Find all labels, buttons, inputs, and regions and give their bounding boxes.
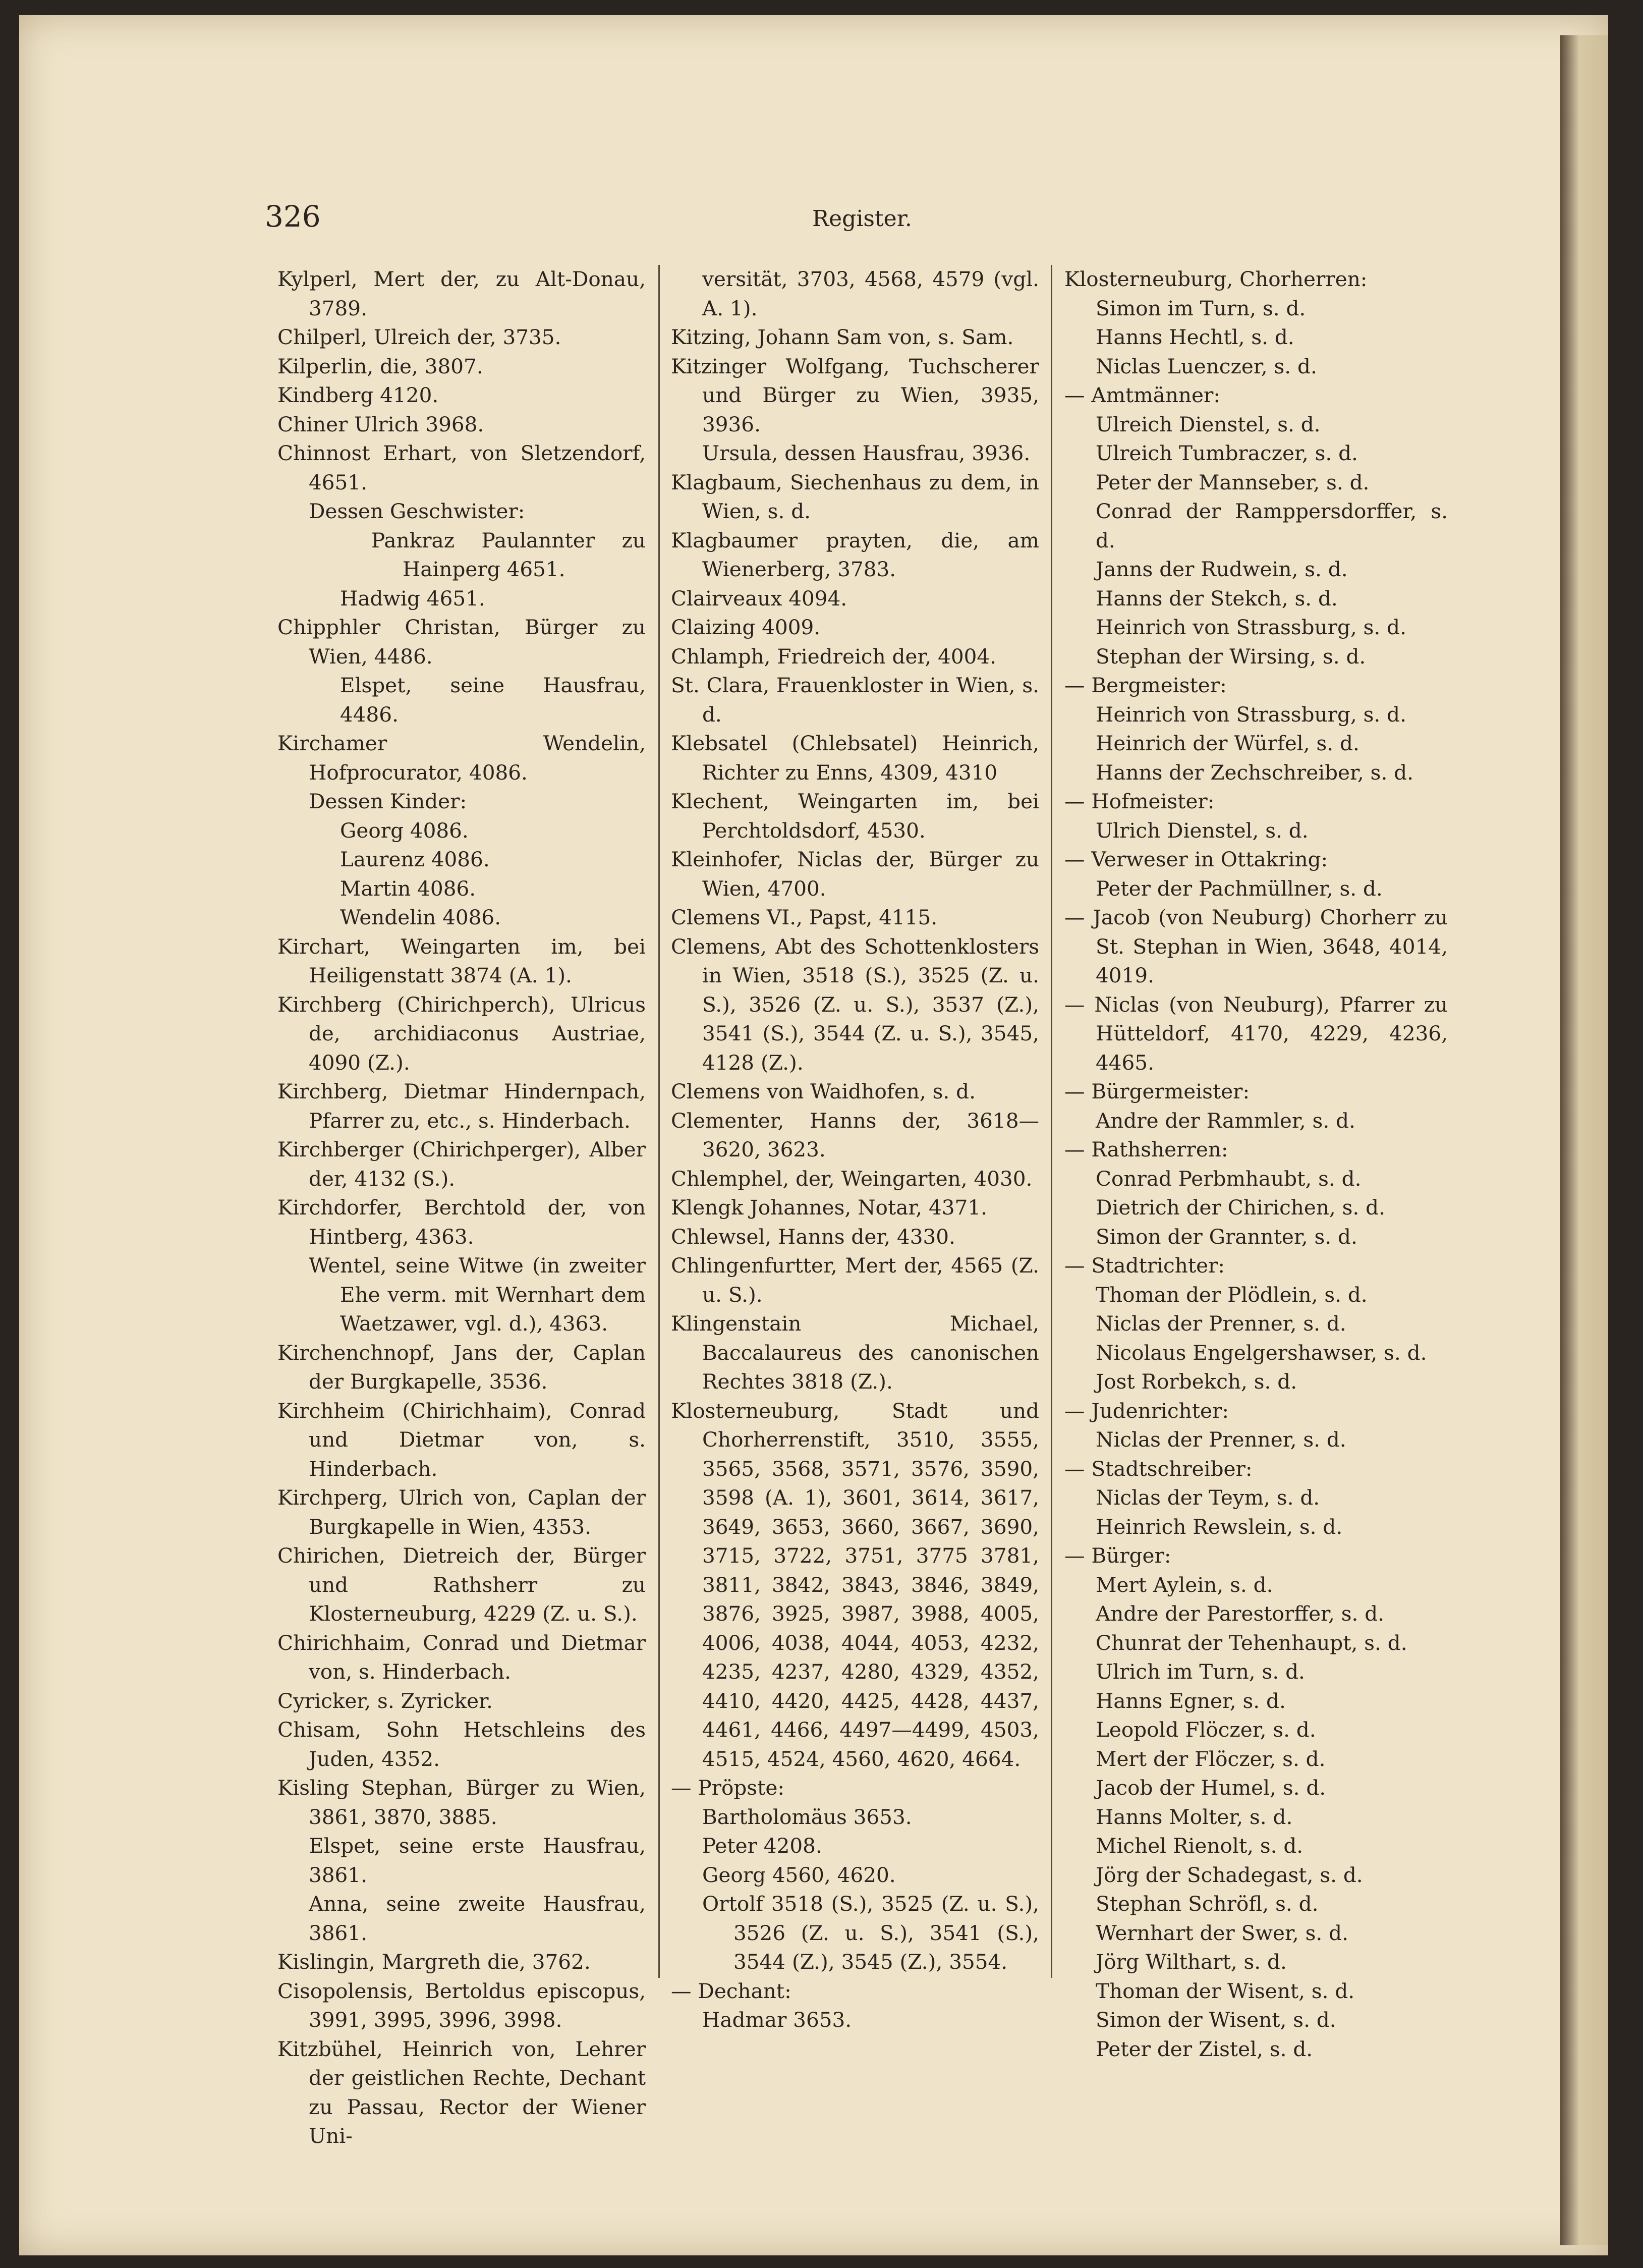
index-subentry: Mert Aylein, s. d. (1096, 1572, 1273, 1597)
index-subentry: Jost Rorbekch, s. d. (1096, 1369, 1297, 1394)
index-subentry: Hanns Molter, s. d. (1096, 1804, 1293, 1829)
index-entry: Klechent, Weingarten im, bei Perchtoldsdorf, 4530. (671, 789, 1039, 843)
index-subentry: Niclas der Prenner, s. d. (1096, 1311, 1346, 1336)
index-entry: Klebsatel (Chlebsatel) Heinrich, Richter zu Enns, 4309, 4310 (671, 731, 1039, 785)
index-subentry: Jacob der Humel, s. d. (1096, 1776, 1326, 1800)
index-entry: Kirchberg (Chirichperch), Ulricus de, archidiaconus Austriae, 4090 (Z.). (277, 992, 646, 1075)
index-subheading: — Pröpste: (671, 1776, 784, 1800)
index-subentry: Heinrich von Strassburg, s. d. (1096, 702, 1406, 727)
index-entry: Kleinhofer, Niclas der, Bürger zu Wien, 4700. (671, 847, 1039, 901)
index-subheading: — Stadtrichter: (1064, 1253, 1225, 1278)
index-subentry: Heinrich Rewslein, s. d. (1096, 1514, 1343, 1539)
index-subentry: Peter der Pachmüllner, s. d. (1096, 876, 1383, 901)
index-entry: Claizing 4009. (671, 615, 821, 639)
index-subentry: Mert der Flöczer, s. d. (1096, 1746, 1326, 1771)
index-entry: St. Clara, Frauenkloster in Wien, s. d. (671, 673, 1039, 727)
index-entry: Kylperl, Mert der, zu Alt-Donau, 3789. (277, 267, 646, 320)
index-subentry: Stephan der Wirsing, s. d. (1096, 644, 1366, 669)
index-entry: Cisopolensis, Bertoldus episcopus, 3991, 3995, 3996, 3998. (277, 1978, 646, 2032)
index-entry: Kirchdorfer, Berchtold der, von Hintberg, 4363. (277, 1195, 646, 1249)
index-subheading: — Bürger: (1064, 1543, 1171, 1568)
page-title: Register. (812, 206, 912, 232)
index-entry: Chipphler Christan, Bürger zu Wien, 4486. (277, 615, 646, 669)
index-entry: Chiner Ulrich 3968. (277, 412, 484, 436)
index-entry: Chilperl, Ulreich der, 3735. (277, 325, 561, 349)
index-subheading: — Bergmeister: (1064, 673, 1227, 697)
index-subentry: Niclas der Prenner, s. d. (1096, 1427, 1346, 1452)
index-subentry: Anna, seine zweite Hausfrau, 3861. (309, 1892, 646, 1945)
index-entry: Kirchenchnopf, Jans der, Caplan der Burgkapelle, 3536. (277, 1340, 646, 1394)
index-subentry: Pankraz Paulannter zu Hainperg 4651. (371, 528, 646, 581)
index-subentry: Andre der Parestorffer, s. d. (1096, 1601, 1385, 1626)
index-subentry: Ortolf 3518 (S.), 3525 (Z. u. S.), 3526 (Z. u. S.), 3541 (S.), 3544 (Z.), 3545 (Z.), 3554. (702, 1892, 1039, 1974)
index-subheading: Dessen Geschwister: (309, 499, 525, 523)
index-column-3 (1064, 265, 1448, 2064)
index-entry: Chlewsel, Hanns der, 4330. (671, 1224, 955, 1249)
index-subentry: — Jacob (von Neuburg) Chorherr zu St. Stephan in Wien, 3648, 4014, 4019. (1064, 905, 1448, 987)
index-subheading: — Hofmeister: (1064, 789, 1215, 813)
index-subentry: Georg 4560, 4620. (702, 1862, 896, 1887)
index-entry: Kirchart, Weingarten im, bei Heiligenstatt 3874 (A. 1). (277, 934, 646, 987)
index-entry: Clemens VI., Papst, 4115. (671, 905, 938, 929)
index-subentry: Elspet, seine Hausfrau, 4486. (340, 673, 646, 727)
index-subentry: Georg 4086. (340, 818, 469, 843)
index-entry: Chirichhaim, Conrad und Dietmar von, s. Hinderbach. (277, 1630, 646, 1684)
index-entry: Klengk Johannes, Notar, 4371. (671, 1195, 987, 1220)
index-entry: Klingenstain Michael, Baccalaureus des canonischen Rechtes 3818 (Z.). (671, 1311, 1039, 1394)
index-entry: Clemens, Abt des Schottenklosters in Wien, 3518 (S.), 3525 (Z. u. S.), 3526 (Z. u. S.), 3537 (Z.), 3541 (S.), 3544 (Z. u. S.), 3545, 4128 (Z.). (671, 934, 1039, 1075)
index-entry: Kirchberger (Chirichperger), Alber der, 4132 (S.). (277, 1137, 646, 1191)
index-entry: Kitzing, Johann Sam von, s. Sam. (671, 325, 1014, 349)
index-entry: Clemens von Waidhofen, s. d. (671, 1079, 976, 1103)
index-subentry: Elspet, seine erste Hausfrau, 3861. (309, 1834, 646, 1887)
index-subheading: — Amtmänner: (1064, 383, 1220, 407)
index-entry: Clairveaux 4094. (671, 586, 847, 611)
index-subentry: Niclas Luenczer, s. d. (1096, 354, 1317, 378)
index-subentry: Ursula, dessen Hausfrau, 3936. (702, 441, 1031, 465)
index-subheading: — Stadtschreiber: (1064, 1456, 1253, 1481)
index-entry: Chinnost Erhart, von Sletzendorf, 4651. (277, 441, 646, 494)
index-entry: Kitzinger Wolfgang, Tuchscherer und Bürger zu Wien, 3935, 3936. (671, 354, 1039, 436)
index-column-1 (277, 265, 646, 2151)
index-subentry: Heinrich von Strassburg, s. d. (1096, 615, 1406, 639)
index-entry: Kilperlin, die, 3807. (277, 354, 483, 378)
index-subheading: — Bürgermeister: (1064, 1079, 1250, 1103)
index-column-2 (671, 265, 1039, 2035)
index-subentry: Martin 4086. (340, 876, 476, 901)
index-entry: Kirchamer Wendelin, Hofprocurator, 4086. (277, 731, 646, 785)
index-subentry: Hanns der Stekch, s. d. (1096, 586, 1338, 611)
index-entry-continued: versität, 3703, 4568, 4579 (vgl. A. 1). (702, 267, 1039, 320)
index-subentry: Stephan Schröfl, s. d. (1096, 1892, 1319, 1916)
index-subentry: Wendelin 4086. (340, 905, 501, 929)
index-subentry: Nicolaus Engelgershawser, s. d. (1096, 1340, 1427, 1365)
index-entry: Kirchberg, Dietmar Hindernpach, Pfarrer zu, etc., s. Hinderbach. (277, 1079, 646, 1133)
index-subentry: Simon im Turn, s. d. (1096, 296, 1306, 320)
index-subentry: Dietrich der Chirichen, s. d. (1096, 1195, 1385, 1220)
index-subentry: Leopold Flöczer, s. d. (1096, 1718, 1316, 1742)
index-subentry: Hanns Hechtl, s. d. (1096, 325, 1294, 349)
index-entry: Kisling Stephan, Bürger zu Wien, 3861, 3870, 3885. (277, 1776, 646, 1829)
index-subentry: Michel Rienolt, s. d. (1096, 1834, 1304, 1858)
index-subentry: Thoman der Wisent, s. d. (1096, 1978, 1355, 2003)
index-entry: Chlamph, Friedreich der, 4004. (671, 644, 997, 669)
column-divider (1051, 265, 1052, 1978)
index-subentry: Peter der Zistel, s. d. (1096, 2036, 1313, 2061)
index-subentry: Hadwig 4651. (340, 586, 485, 611)
index-subentry: Thoman der Plödlein, s. d. (1096, 1282, 1368, 1307)
index-subentry: Heinrich der Würfel, s. d. (1096, 731, 1359, 755)
index-subheading: — Rathsherren: (1064, 1137, 1228, 1161)
index-subentry: Ulreich Dienstel, s. d. (1096, 412, 1321, 436)
index-subentry: Peter der Mannseber, s. d. (1096, 470, 1370, 494)
index-subentry: Peter 4208. (702, 1834, 822, 1858)
index-subentry: Janns der Rudwein, s. d. (1096, 557, 1348, 581)
index-subheading: — Verweser in Ottakring: (1064, 847, 1328, 871)
index-subentry: Simon der Wisent, s. d. (1096, 2008, 1336, 2032)
index-subentry: Ulrich Dienstel, s. d. (1096, 818, 1309, 843)
index-subheading: Dessen Kinder: (309, 789, 467, 813)
index-entry: Cyricker, s. Zyricker. (277, 1688, 493, 1713)
page-number: 326 (265, 199, 321, 234)
index-entry: Klagbaum, Siechenhaus zu dem, in Wien, s. d. (671, 470, 1039, 523)
index-subentry: Jörg Wilthart, s. d. (1096, 1950, 1287, 1974)
index-subentry: Ulrich im Turn, s. d. (1096, 1659, 1305, 1684)
index-subentry: Hadmar 3653. (702, 2008, 852, 2032)
index-subentry: Wernhart der Swer, s. d. (1096, 1920, 1348, 1945)
index-entry: Kindberg 4120. (277, 383, 439, 407)
index-entry: Kirchperg, Ulrich von, Caplan der Burgkapelle in Wien, 4353. (277, 1485, 646, 1539)
page-edge (1560, 35, 1608, 2245)
index-entry: Kislingin, Margreth die, 3762. (277, 1950, 591, 1974)
index-entry: Chlingenfurtter, Mert der, 4565 (Z. u. S.). (671, 1253, 1039, 1307)
index-subheading: — Dechant: (671, 1978, 791, 2003)
index-entry: Klosterneuburg, Stadt und Chorherrenstift, 3510, 3555, 3565, 3568, 3571, 3576, 3590, 3598 (A. 1), 3601, 3614, 3617, 3649, 3653, 3660, 3667, 3690, 3715, 3722, 3751, 3775 3781, 3811, 3842, 3843, 3846, 3849, 3876, 3925, 3987, 3988, 4005, 4006, 4038, 4044, 4053, 4232, 4235, 4237, 4280, 4329, 4352, 4410, 4420, 4425, 4428, 4437, 4461, 4466, 4497—4499, 4503, 4515, 4524, 4560, 4620, 4664. (671, 1398, 1039, 1771)
index-subentry: Niclas der Teym, s. d. (1096, 1485, 1320, 1510)
index-entry: Clementer, Hanns der, 3618—3620, 3623. (671, 1108, 1039, 1161)
index-subentry: Ulreich Tumbraczer, s. d. (1096, 441, 1358, 465)
column-divider (658, 265, 660, 1978)
index-subentry: — Niclas (von Neuburg), Pfarrer zu Hütteldorf, 4170, 4229, 4236, 4465. (1064, 992, 1448, 1075)
index-subheading: — Judenrichter: (1064, 1398, 1229, 1423)
index-entry: Klagbaumer prayten, die, am Wienerberg, 3783. (671, 528, 1039, 581)
index-subentry: Laurenz 4086. (340, 847, 490, 871)
index-subentry: Chunrat der Tehenhaupt, s. d. (1096, 1630, 1407, 1655)
index-subentry: Conrad Perbmhaubt, s. d. (1096, 1166, 1362, 1191)
index-entry: Chirichen, Dietreich der, Bürger und Rathsherr zu Klosterneuburg, 4229 (Z. u. S.). (277, 1543, 646, 1626)
index-entry: Chlemphel, der, Weingarten, 4030. (671, 1166, 1033, 1191)
index-entry: Chisam, Sohn Hetschleins des Juden, 4352. (277, 1718, 646, 1771)
index-subentry: Hanns Egner, s. d. (1096, 1688, 1286, 1713)
index-subentry: Conrad der Ramppersdorffer, s. d. (1096, 499, 1448, 552)
index-subentry: Bartholomäus 3653. (702, 1804, 912, 1829)
index-subentry: Hanns der Zechschreiber, s. d. (1096, 760, 1414, 785)
index-subentry: Jörg der Schadegast, s. d. (1096, 1862, 1363, 1887)
index-entry: Klosterneuburg, Chorherren: (1064, 267, 1368, 291)
index-subentry: Wentel, seine Witwe (in zweiter Ehe verm. mit Wernhart dem Waetzawer, vgl. d.), 4363. (309, 1253, 646, 1336)
index-subentry: Andre der Rammler, s. d. (1096, 1108, 1355, 1133)
index-entry: Kirchheim (Chirichhaim), Conrad und Dietmar von, s. Hinderbach. (277, 1398, 646, 1481)
index-entry: Kitzbühel, Heinrich von, Lehrer der geistlichen Rechte, Dechant zu Passau, Rector der Wiener Uni- (277, 2036, 646, 2148)
index-subentry: Simon der Grannter, s. d. (1096, 1224, 1357, 1249)
